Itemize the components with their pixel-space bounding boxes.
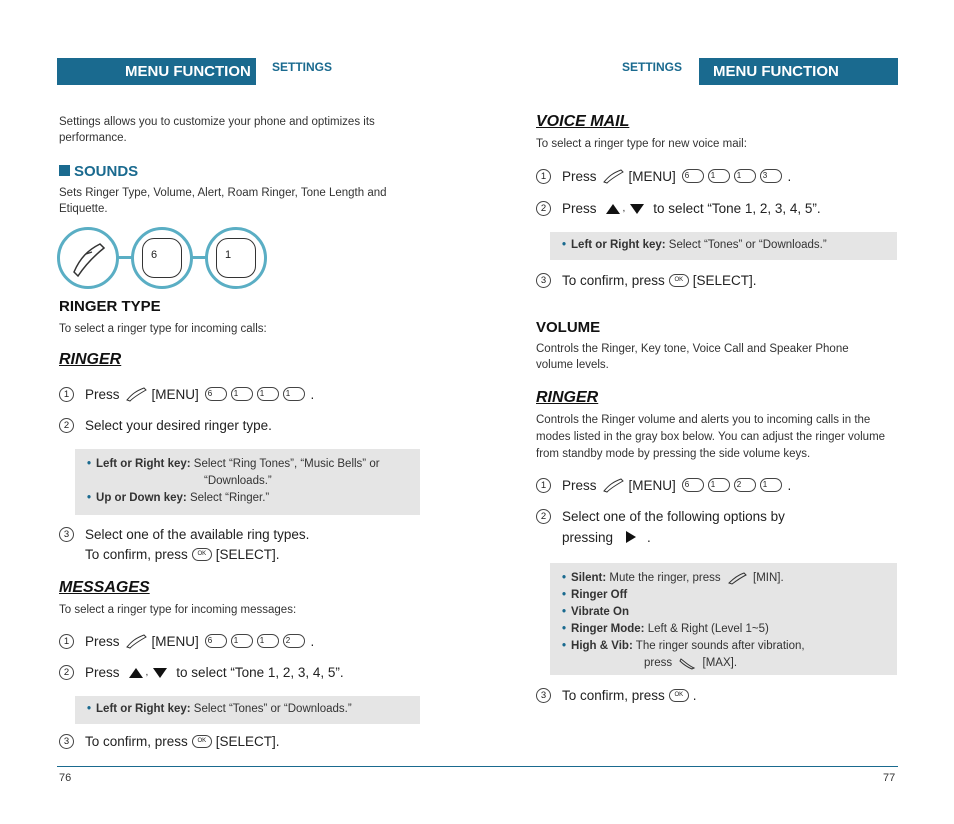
r-step-2: 2 Select one of the following options by (536, 509, 785, 524)
sounds-heading: SOUNDS (59, 163, 138, 180)
key-icon: 6 (205, 634, 227, 648)
ringer-gray-box: • Left or Right key: Select “Ring Tones”, “Music Bells” or “Downloads.” • Up or Down key: Select “Ringer.” (75, 449, 420, 515)
step-number-2: 2 (536, 201, 551, 216)
messages-desc: To select a ringer type for incoming messages: (59, 604, 297, 616)
key-icon: 1 (760, 478, 782, 492)
left-footer-line (57, 766, 477, 767)
menu-key-circle-icon (57, 227, 119, 289)
ok-key-icon: OK (669, 689, 689, 702)
voicemail-heading: VOICE MAIL (536, 113, 630, 130)
down-arrow-icon (152, 666, 168, 680)
messages-heading: MESSAGES (59, 579, 150, 596)
voicemail-desc: To select a ringer type for new voice mail: (536, 138, 747, 150)
step-number-2: 2 (59, 418, 74, 433)
vm-step-3: 3 To confirm, press OK [SELECT]. (536, 273, 757, 288)
left-header-box: MENU FUNCTION (57, 58, 256, 85)
volume-desc: Controls the Ringer, Key tone, Voice Call and Speaker Phone volume levels. (536, 343, 849, 371)
r-step-2-cont: pressing . (562, 529, 651, 545)
step-number-1: 1 (536, 478, 551, 493)
step-number-1: 1 (536, 169, 551, 184)
ringer-type-heading: RINGER TYPE (59, 298, 161, 315)
r-box-item-high-vib-cont: press [MAX]. (644, 657, 738, 669)
right-footer-line (477, 766, 898, 767)
messages-step-1: 1 Press [MENU] 6 1 1 2 . (59, 633, 314, 649)
key-6-circle-icon: 6 (131, 227, 193, 289)
step-number-3: 3 (59, 527, 74, 542)
right-ringer-heading: RINGER (536, 389, 599, 406)
step-number-3: 3 (59, 734, 74, 749)
left-header-settings: SETTINGS (272, 60, 333, 74)
r-step-1: 1 Press [MENU] 6 1 2 1 . (536, 477, 791, 493)
end-key-icon (677, 656, 697, 670)
vm-step-1: 1 Press [MENU] 6 1 1 3 . (536, 168, 791, 184)
r-box-item-silent: • Silent: Mute the ringer, press [MIN]. (562, 572, 784, 584)
vm-step-2: 2 Press , to select “Tone 1, 2, 3, 4, 5”. (536, 201, 821, 216)
ok-key-icon: OK (192, 735, 212, 748)
key-icon: 1 (283, 387, 305, 401)
r-box-item-vibrate-on: • Vibrate On (562, 606, 629, 618)
messages-gray-box: • Left or Right key: Select “Tones” or “Downloads.” (75, 696, 420, 724)
step-number-1: 1 (59, 634, 74, 649)
step-number-3: 3 (536, 688, 551, 703)
key-icon: 6 (682, 169, 704, 183)
step-number-2: 2 (59, 665, 74, 680)
messages-step-2: 2 Press , to select “Tone 1, 2, 3, 4, 5”. (59, 665, 344, 680)
key-icon: 3 (760, 169, 782, 183)
ok-key-icon: OK (669, 274, 689, 287)
key-icon: 1 (708, 478, 730, 492)
menu-key-icon (60, 230, 116, 286)
up-arrow-icon (605, 202, 621, 216)
left-page-number: 76 (59, 772, 72, 784)
vm-gray-box: • Left or Right key: Select “Tones” or “Downloads.” (550, 232, 897, 260)
r-box-item-high-vib: • High & Vib: The ringer sounds after vibration, (562, 640, 805, 652)
key-icon: 6 (205, 387, 227, 401)
ringer-step-2: 2 Select your desired ringer type. (59, 418, 272, 433)
r-box-item-ringer-mode: • Ringer Mode: Left & Right (Level 1~5) (562, 623, 769, 635)
right-header-settings: SETTINGS (622, 60, 683, 74)
ringer-type-desc: To select a ringer type for incoming calls: (59, 323, 267, 335)
down-arrow-icon (629, 202, 645, 216)
key-icon: 2 (734, 478, 756, 492)
step-number-2: 2 (536, 509, 551, 524)
key-icon: 2 (283, 634, 305, 648)
menu-key-icon (124, 633, 148, 649)
sounds-desc: Sets Ringer Type, Volume, Alert, Roam Ringer, Tone Length and Etiquette. (59, 187, 387, 215)
step-number-3: 3 (536, 273, 551, 288)
step-number-1: 1 (59, 387, 74, 402)
key-1-circle-icon: 1 (205, 227, 267, 289)
ringer-step-3-confirm: To confirm, press OK [SELECT]. (85, 547, 280, 562)
key-icon: 1 (708, 169, 730, 183)
right-arrow-icon (623, 529, 639, 545)
menu-key-icon (601, 477, 625, 493)
ringer-step-1: 1 Press [MENU] 6 1 1 1 . (59, 386, 314, 402)
menu-key-icon (726, 571, 748, 585)
key-icon: 6 (682, 478, 704, 492)
right-header-box: MENU FUNCTION (699, 58, 898, 85)
square-bullet-icon (59, 165, 70, 176)
right-page-number: 77 (883, 772, 896, 784)
volume-heading: VOLUME (536, 319, 601, 336)
key-icon: 1 (257, 634, 279, 648)
r-step-3: 3 To confirm, press OK . (536, 688, 697, 703)
r-box-item-ringer-off: • Ringer Off (562, 589, 628, 601)
menu-key-icon (124, 386, 148, 402)
key-icon: 1 (734, 169, 756, 183)
ok-key-icon: OK (192, 548, 212, 561)
right-ringer-desc: Controls the Ringer volume and alerts you to incoming calls in the modes listed in the gray box below. You can adjust the ringer volume from standby mode by pressing the side volume keys. (536, 414, 886, 460)
up-arrow-icon (128, 666, 144, 680)
messages-step-3: 3 To confirm, press OK [SELECT]. (59, 734, 280, 749)
ringer-step-3: 3 Select one of the available ring types. (59, 527, 309, 542)
r-gray-box (550, 563, 897, 675)
ringer-heading: RINGER (59, 351, 122, 368)
key-icon: 1 (231, 634, 253, 648)
intro-text: Settings allows you to customize your phone and optimizes its performance. (59, 116, 375, 144)
key-icon: 1 (231, 387, 253, 401)
menu-key-icon (601, 168, 625, 184)
key-icon: 1 (257, 387, 279, 401)
